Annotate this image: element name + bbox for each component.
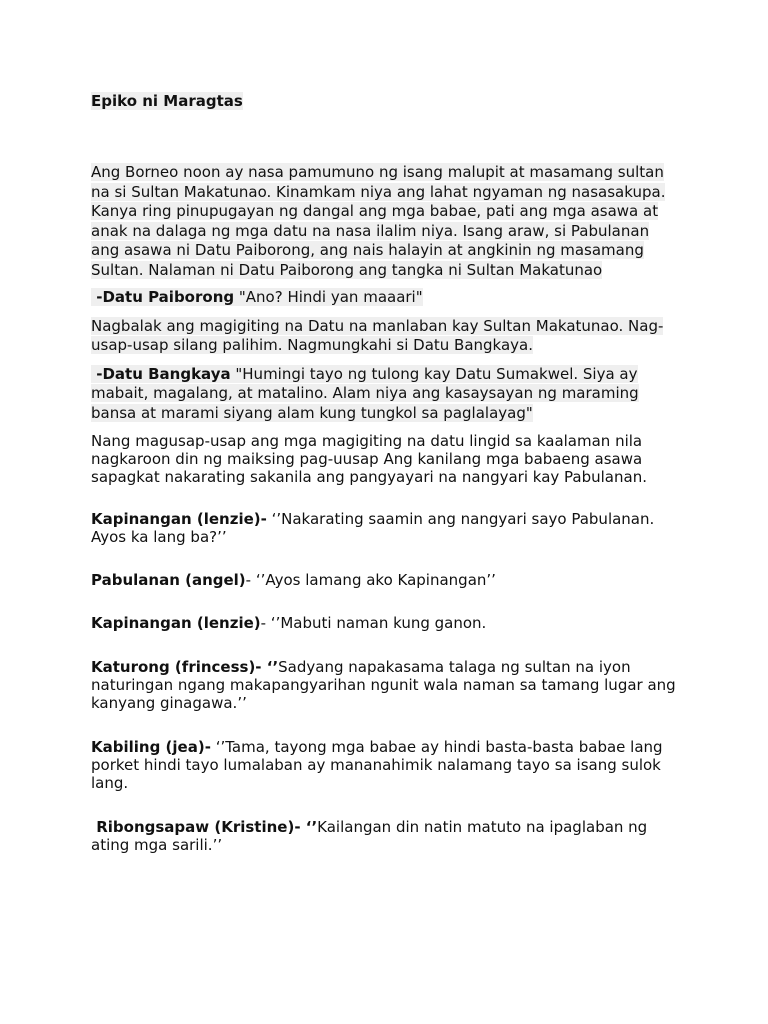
speaker-line: - ‘’Mabuti naman kung ganon. bbox=[260, 614, 487, 632]
speaker-name: Pabulanan (angel) bbox=[91, 571, 246, 589]
dialogue-line bbox=[91, 510, 681, 546]
speaker-name: -Datu Paiborong bbox=[91, 288, 235, 306]
paragraph-women bbox=[91, 432, 681, 486]
paragraph-plan-text: Nagbalak ang magigiting na Datu na manlaban kay Sultan Makatunao. Nag-usap-usap silang palihim. Nagmungkahi si Datu Bangkaya. bbox=[91, 316, 664, 354]
line-datu-bangkaya bbox=[91, 365, 681, 424]
dialogue-line bbox=[91, 614, 681, 632]
document-title bbox=[91, 92, 681, 111]
speaker-name: Ribongsapaw (Kristine)- ‘’ bbox=[91, 818, 318, 836]
paragraph-women-text: Nang magusap-usap ang mga magigiting na datu lingid sa kaalaman nila nagkaroon din ng maiksing pag-uusap Ang kanilang mga babaeng asawa sapagkat nakarating sakanila ang pangyayari na nangyari kay Pabulanan. bbox=[91, 432, 647, 486]
paragraph-intro-text: Ang Borneo noon ay nasa pamumuno ng isang malupit at masamang sultan na si Sultan Makatunao. Kinamkam niya ang lahat ngyaman ng nasasakupa. Kanya ring pinupugayan ng dangal ang mga babae, pati ang mga asawa at anak na dalaga ng mga datu na nasa ilalim niya. Isang araw, si Pabulanan ang asawa ni Datu Paiborong, ang nais halayin at angkinin ng masamang Sultan. Nalaman ni Datu Paiborong ang tangka ni Sultan Makatunao bbox=[91, 163, 666, 279]
document-title-text: Epiko ni Maragtas bbox=[91, 92, 243, 110]
paragraph-intro bbox=[91, 163, 681, 280]
speaker-line: ‘’Nakarating saamin ang nangyari sayo Pabulanan. Ayos ka lang ba?’’ bbox=[91, 510, 655, 546]
line-datu-paiborong bbox=[91, 288, 681, 308]
dialogue-line bbox=[91, 738, 681, 792]
speaker-name: Kapinangan (lenzie)- bbox=[91, 510, 267, 528]
speaker-line: "Humingi tayo ng tulong kay Datu Sumakwel. Siya ay mabait, magalang, at matalino. Alam niya ang kasaysayan ng maraming bansa at marami siyang alam kung tungkol sa paglalayag" bbox=[91, 364, 639, 422]
document-page bbox=[91, 92, 681, 854]
speaker-name: -Datu Bangkaya bbox=[91, 364, 231, 383]
speaker-line: "Ano? Hindi yan maaari" bbox=[234, 288, 423, 306]
paragraph-plan bbox=[91, 317, 681, 356]
speaker-line: ‘’Tama, tayong mga babae ay hindi basta-basta babae lang porket hindi tayo lumalaban ay mananahimik nalamang tayo sa isang sulok lang. bbox=[91, 738, 663, 792]
speaker-name: Katurong (frincess)- ‘’ bbox=[91, 658, 279, 676]
speaker-name: Kabiling (jea)- bbox=[91, 738, 211, 756]
speaker-line: Sadyang napakasama talaga ng sultan na iyon naturingan ngang makapangyarihan ngunit wala naman sa tamang lugar ang kanyang ginagawa.’’ bbox=[91, 658, 676, 712]
dialogue-line bbox=[91, 571, 681, 589]
dialogue-line bbox=[91, 818, 681, 854]
speaker-line: Kailangan din natin matuto na ipaglaban ng ating mga sarili.’’ bbox=[91, 818, 648, 854]
dialogue-line bbox=[91, 658, 681, 712]
speaker-line: - ‘’Ayos lamang ako Kapinangan’’ bbox=[245, 571, 496, 589]
speaker-name: Kapinangan (lenzie) bbox=[91, 614, 261, 632]
